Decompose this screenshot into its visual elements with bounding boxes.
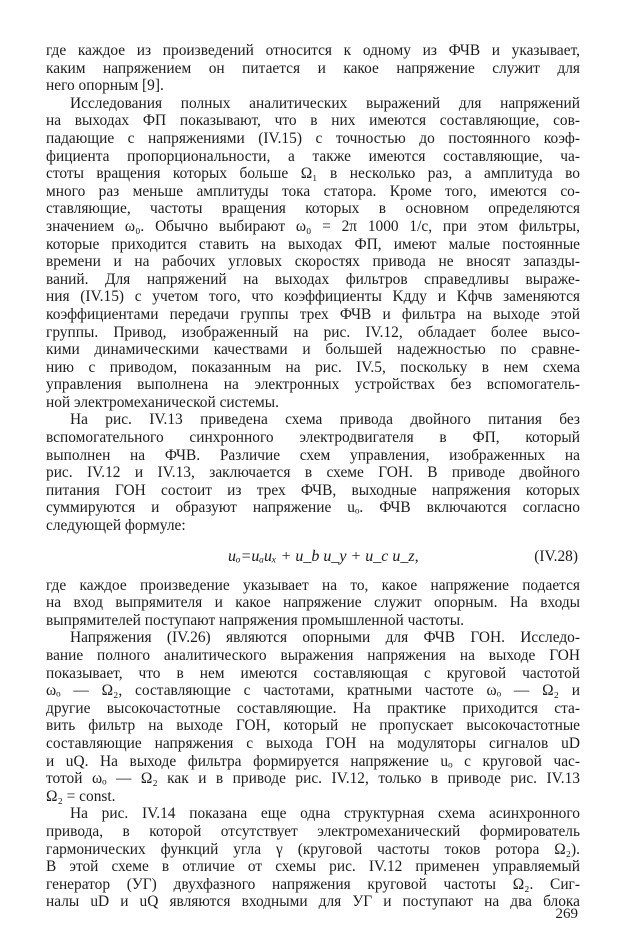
text-line: на выходах ФП показывают, что в них имеются составляющие, сов- [46,112,580,130]
text-line: которые приходится ставить на выходах ФП, имеют малые постоянные [46,235,580,253]
paragraph-2 [46,95,580,412]
text-line: нию с приводом, показанным на рис. IV.5, поскольку в нем схема [46,358,580,376]
text-line: ной электромеханической системы. [46,393,279,411]
text-line: суммируются и образуют напряжение uₒ. ФЧВ включаются согласно [46,499,580,517]
text-line: гармонических функций угла γ (круговой частоты токов ротора Ω₂). [46,840,580,858]
text-line: составляющие напряжения с выхода ГОН на модуляторы сигналов uD [46,734,580,752]
equation-iv-28 [46,539,580,575]
text-line: другие высокочастотные составляющие. На практике приходится ста- [46,699,580,717]
text-line: генератор (УГ) двухфазного напряжения круговой частоты Ω₂. Сиг- [46,875,580,893]
text-line: В этой схеме в отличие от схемы рис. IV.12 применен управляемый [46,858,580,876]
equation-number: (IV.28) [534,547,578,565]
text-line: группы. Привод, изображенный на рис. IV.12, обладает более высо- [46,323,580,341]
text-line: стоты вращения которых больше Ω₁ в несколько раз, а амплитуда во [46,165,580,183]
paragraph-6 [46,805,580,911]
text-line: вание полного аналитического выражения напряжения на выходе ГОН [46,647,580,664]
text-line: показывает, что в нем имеются составляющая с круговой частотой [46,664,580,682]
paragraph-1 [46,42,580,95]
text-line: налы uD и uQ являются входными для УГ и поступают на два блока [46,893,580,911]
equation-expression: uₒ=uₐuₓ + u_b u_y + u_c u_z, [228,547,419,565]
text-line: где каждое произведение указывает на то, какое напряжение подается [46,576,580,594]
text-line: падающие с напряжениями (IV.15) с точностью до постоянного коэф- [46,129,580,147]
text-line: Ω₂ = const. [46,787,116,805]
text-line: ваний. Для напряжений на выходах фильтров справедливы выраже- [46,270,580,288]
text-line: времени и на рабочих угловых скоростях привода не вносят запазды- [46,253,580,271]
text-line: и uQ. На выходе фильтра формируется напряжение uₒ с круговой час- [46,752,580,770]
paragraph-4 [46,577,580,630]
text-line: выпрямителей поступают напряжения промышленной частоты. [46,611,464,629]
text-line: коэффициентами передачи группы трех ФЧВ и фильтра на выходе этой [46,305,580,323]
text-line: рис. IV.12 и IV.13, заключается в схеме ГОН. В приводе двойного [46,464,580,482]
text-line: где каждое из произведений относится к одному из ФЧВ и указывает, [46,42,580,59]
text-line: Исследования полных аналитических выражений для напряжений [70,94,580,112]
page-number: 269 [555,906,578,922]
text-line: ωₒ — Ω₂, составляющие с частотами, кратными частоте ωₒ — Ω₂ и [46,682,580,700]
text-line: На рис. IV.13 приведена схема привода двойного питания без [70,411,580,429]
text-line: него опорным [9]. [46,77,164,95]
text-line: На рис. IV.14 показана еще одна структурная схема асинхронного [70,805,580,823]
paragraph-3 [46,411,580,534]
text-line: выполнен на ФЧВ. Различие схем управления, изображенных на [46,446,580,464]
text-line: управления выполнена на электронных устройствах без вспомогатель- [46,376,580,394]
text-line: следующей формуле: [46,517,186,535]
text-line: привода, в которой отсутствует электромеханический формирователь [46,822,580,840]
text-line: много раз меньше амплитуды тока статора. Кроме того, имеются со- [46,182,580,200]
body-text [46,42,580,911]
text-line: вить фильтр на выходе ГОН, который не пропускает высокочастотные [46,717,580,735]
text-line: ния (IV.15) с учетом того, что коэффициенты Kддy и Kфчв заменяются [46,288,580,306]
text-line: ставляющие, частоты вращения которых в основном определяются [46,200,580,218]
text-line: каким напряжением он питается и какое напряжение служит для [46,59,580,77]
text-line: фициента пропорциональности, а также имеются составляющие, ча- [46,147,580,165]
text-line: кими динамическими качествами и большей надежностью по сравне- [46,341,580,359]
text-line: значением ω₀. Обычно выбирают ω₀ = 2π 1000 1/с, при этом фильтры, [46,217,580,235]
text-line: на вход выпрямителя и какое напряжение служит опорным. На входы [46,594,580,612]
text-line: вспомогательного синхронного электродвигателя в ФП, который [46,429,580,447]
paragraph-5 [46,629,580,805]
text-line: питания ГОН состоит из трех ФЧВ, выходные напряжения которых [46,481,580,499]
text-line: тотой ωₒ — Ω₂ как и в приводе рис. IV.12, только в приводе рис. IV.13 [46,770,580,788]
text-line: Напряжения (IV.26) являются опорными для ФЧВ ГОН. Исследо- [70,629,580,647]
